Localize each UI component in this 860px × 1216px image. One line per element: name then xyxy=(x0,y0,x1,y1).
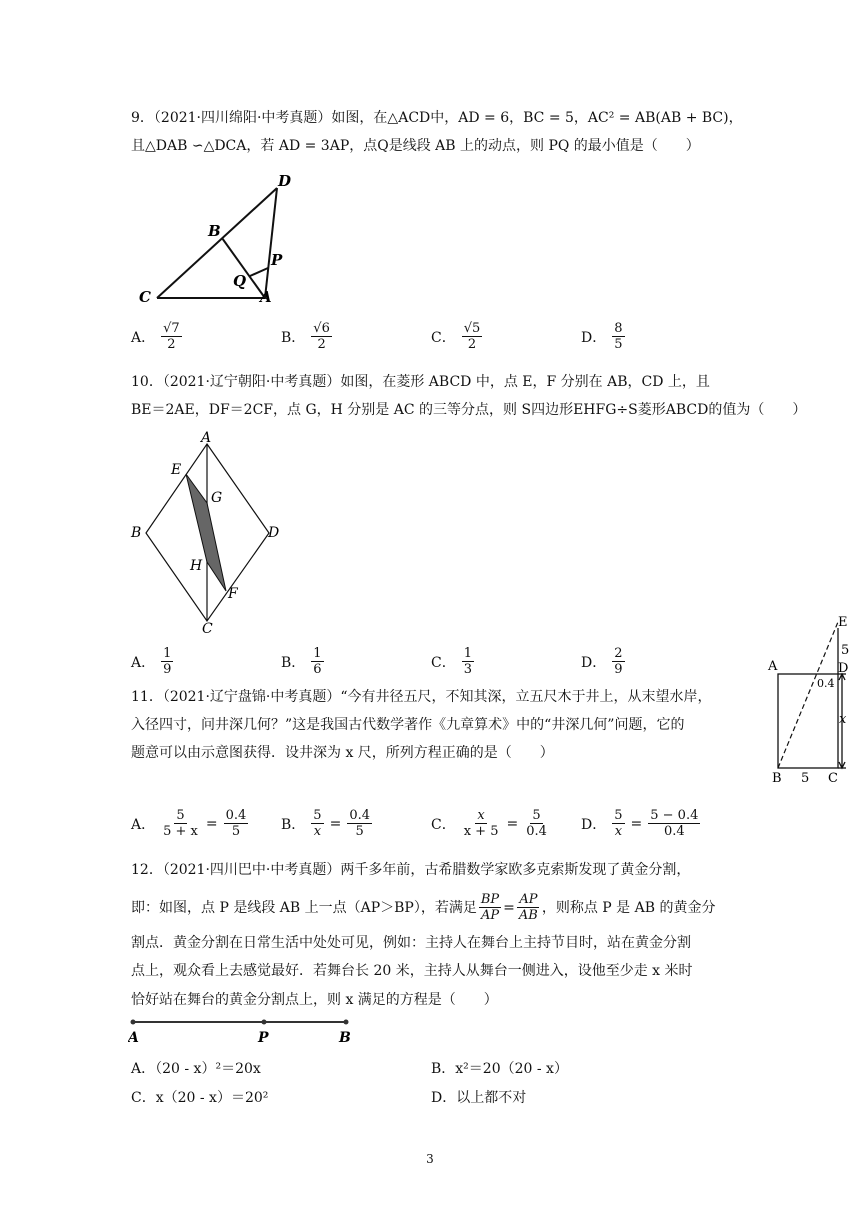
q9-label-c: C xyxy=(139,288,151,306)
q11-label-0.4: 0.4 xyxy=(817,677,835,690)
q10-label-b: B xyxy=(131,525,142,541)
q12-line-4: 点上，观众看上去感觉最好．若舞台长 20 米，主持人从舞台一侧进入，设他至少走 x 米时 xyxy=(131,963,693,979)
q10-label-h: H xyxy=(190,558,203,574)
q12-option-d: D．以上都不对 xyxy=(431,1090,527,1106)
q11-option-b: B． $\frac{5}{x}$ = $\frac{0.4}{5}$ xyxy=(281,808,370,839)
q11-label-5-bottom: 5 xyxy=(801,771,810,784)
q10-label-g: G xyxy=(211,490,223,506)
q9-label-a: A xyxy=(260,288,272,306)
q11-label-b: B xyxy=(772,771,782,784)
q9-label-p: P xyxy=(271,251,283,269)
q11-label-c: C xyxy=(828,771,838,784)
q10-label-e: E xyxy=(171,462,182,478)
q11-option-a: A． $\frac{5}{5 + x}$ = $\frac{0.4}{5}$ xyxy=(131,808,247,839)
q9-option-a: A． $\frac{√7}{2}$ xyxy=(131,321,180,352)
q12-option-a: A．（20 - x）²＝20x xyxy=(131,1061,261,1077)
q12-option-b: B．x²＝20（20 - x） xyxy=(431,1061,568,1077)
q10-label-c: C xyxy=(202,621,213,635)
q11-figure xyxy=(760,612,858,784)
q11-label-x: x xyxy=(839,712,847,727)
q9-label-q: Q xyxy=(233,272,247,290)
q9-option-d: D． $\frac{8}{5}$ xyxy=(581,321,623,352)
q11-option-d: D． $\frac{5}{x}$ = $\frac{5 - 0.4}{0.4}$ xyxy=(581,808,699,839)
q10-option-c: C． $\frac{1}{3}$ xyxy=(431,646,472,677)
q10-figure xyxy=(128,430,288,635)
q9-option-b: B． $\frac{√6}{2}$ xyxy=(281,321,330,352)
q12-line-2: 即：如图，点 P 是线段 AB 上一点（AP＞BP），若满足 $\frac{BP}{AP}$ = $\frac{AP}{AB}$ ，则称点 P 是 AB 的黄金分 xyxy=(131,892,716,923)
page-number: 3 xyxy=(426,1152,434,1166)
q9-line-1: 9．（2021·四川绵阳·中考真题）如图，在△ACD中，AD = 6，BC = 5，AC² = AB(AB + BC)， xyxy=(131,110,743,126)
q9-figure xyxy=(130,168,300,308)
q10-line-2: BE＝2AE，DF＝2CF，点 G，H 分别是 AC 的三等分点，则 S四边形EHFG÷S菱形ABCD的值为（ ） xyxy=(131,402,807,418)
q9-option-c: C． $\frac{√5}{2}$ xyxy=(431,321,481,352)
q10-label-a: A xyxy=(201,430,212,446)
q9-line-2: 且△DAB ∽△DCA，若 AD = 3AP，点Q是线段 AB 上的动点，则 PQ 的最小值是（ ） xyxy=(131,138,700,154)
q11-label-5-top: 5 xyxy=(841,643,850,658)
q9-label-b: B xyxy=(208,222,221,240)
q11-line-1: 11．（2021·辽宁盘锦·中考真题）“今有井径五尺，不知其深，立五尺木于井上，从末望水岸， xyxy=(131,689,712,705)
q11-line-3: 题意可以由示意图获得．设井深为 x 尺，所列方程正确的是（ ） xyxy=(131,745,554,761)
q11-line-2: 入径四寸，问井深几何？”这是我国古代数学著作《九章算术》中的“井深几何”问题，它的 xyxy=(131,717,685,733)
q9-label-d: D xyxy=(278,172,292,190)
q12-label-b: B xyxy=(339,1030,351,1046)
q12-line-3: 割点．黄金分割在日常生活中处处可见，例如：主持人在舞台上主持节目时，站在黄金分割 xyxy=(131,935,691,951)
q12-label-a: A xyxy=(128,1030,139,1046)
q11-option-c: C． $\frac{x}{x + 5}$ = $\frac{5}{0.4}$ xyxy=(431,808,547,839)
q12-figure xyxy=(128,1014,358,1048)
q11-label-e: E xyxy=(838,615,848,630)
q12-label-p: P xyxy=(258,1030,269,1046)
q10-option-b: B． $\frac{1}{6}$ xyxy=(281,646,322,677)
q11-label-d: D xyxy=(838,661,849,676)
q10-line-1: 10．（2021·辽宁朝阳·中考真题）如图，在菱形 ABCD 中，点 E，F 分别在 AB，CD 上，且 xyxy=(131,374,710,390)
q10-label-d: D xyxy=(268,525,280,541)
q10-option-d: D． $\frac{2}{9}$ xyxy=(581,646,623,677)
q12-line-1: 12．（2021·四川巴中·中考真题）两千多年前，古希腊数学家欧多克索斯发现了黄金分割， xyxy=(131,862,691,878)
q11-label-a: A xyxy=(768,659,778,674)
q12-option-c: C．x（20 - x）＝20² xyxy=(131,1090,269,1106)
q12-line-5: 恰好站在舞台的黄金分割点上，则 x 满足的方程是（ ） xyxy=(131,992,498,1008)
q10-option-a: A． $\frac{1}{9}$ xyxy=(131,646,172,677)
q10-label-f: F xyxy=(228,586,238,602)
